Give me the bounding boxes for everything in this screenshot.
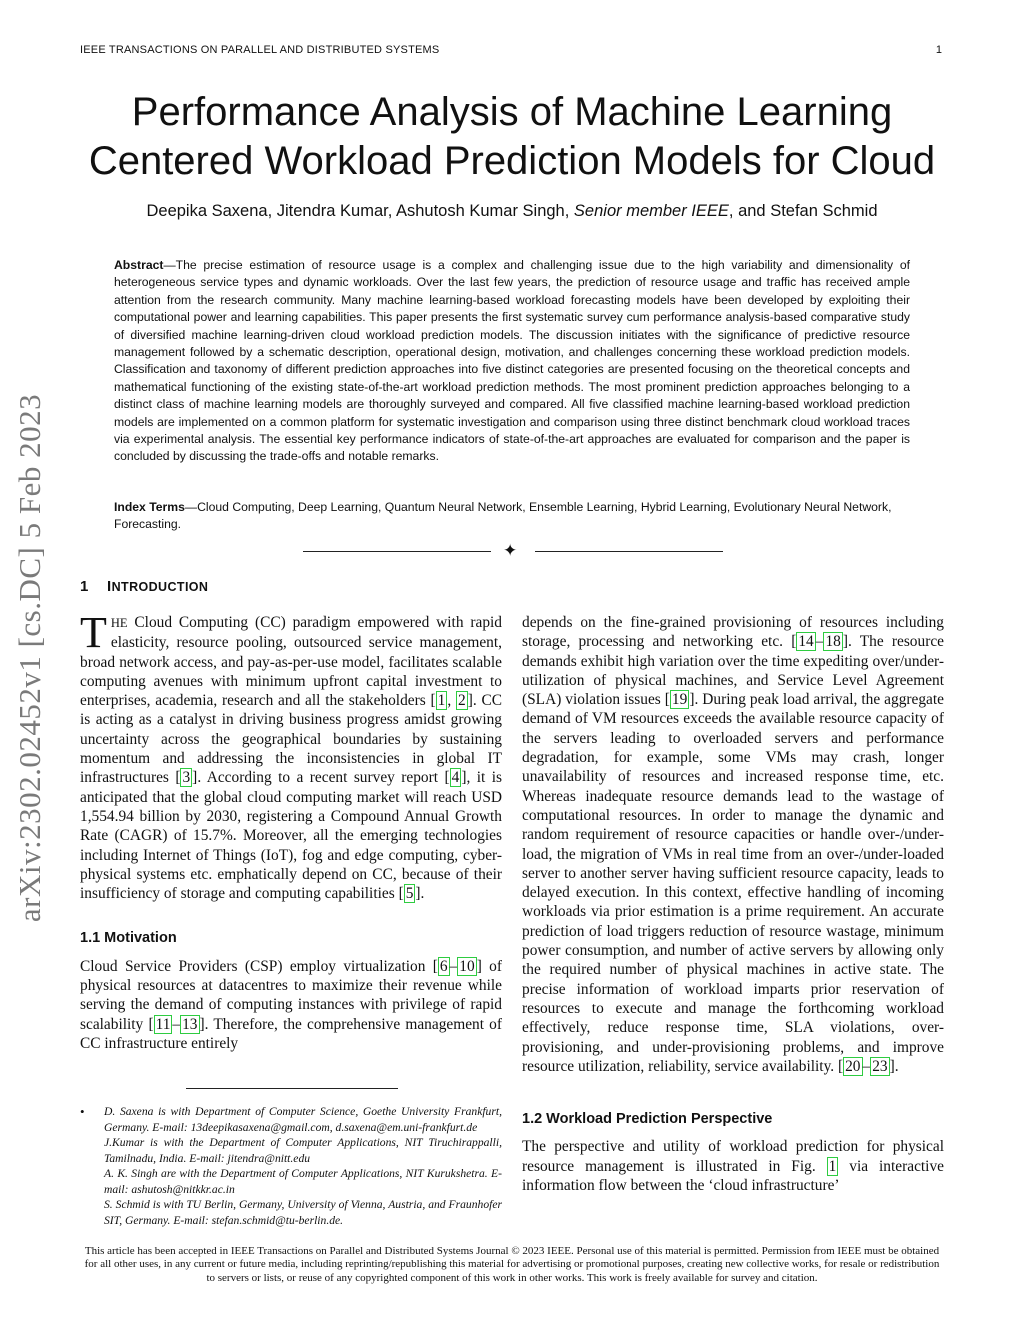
- running-head: IEEE TRANSACTIONS ON PARALLEL AND DISTRIBUTED SYSTEMS: [80, 44, 440, 56]
- divider-line-left: [303, 551, 491, 552]
- footnote-rule: [186, 1088, 398, 1089]
- citation-link[interactable]: 10: [459, 957, 475, 975]
- right-paragraph: depends on the fine-grained provisioning of resources including storage, processing and networking etc. [ 14 – 18 ]. The resource demands exhibit high variation over the time expediting over/under-utilization of physical machines, and Service Level Agreement (SLA) violation issues [ 19 ]. During peak load arrival, the aggregate demand of VM resources exceeds the available resource capacity of the servers leading to overloaded servers and performance degradation, for example, some VMs may crash, longer unavailability of resources and increased response time, etc. Whereas inadequate resource demands lead to the wastage of computational resources. In order to manage the dynamic and random requirement of resource capacities or handle over-/under-load, the migration of VMs in real time from an over-/under-loaded server to another server having sufficient resource capacity, leads to delayed execution. In this context, effective handling of incoming workloads via prior estimation is a prime requirement. An accurate prediction of load triggers reduction of resource wastage, minimum power consumption, and number of active servers by allowing only the required number of physical machines in active state. The precise information of workload imparts prior reservation of resources to execute and manage the forthcoming workload effectively, reduce response time, SLA violations, over-provisioning, and under-provisioning problems, and improve resource utilization, reliability, service availability. [ 20 – 23 ].: [522, 614, 944, 1075]
- right-text-2: . The resource demands exhibit high variation over the time expediting over/under-utilization of physical machines, and Service Level Agreement (SLA) violation issues: [522, 633, 944, 709]
- section-title-rest: NTRODUCTION: [111, 580, 209, 594]
- author-last: , and Stefan Schmid: [728, 202, 878, 220]
- citation-link[interactable]: 1: [437, 692, 446, 710]
- abstract-text: —The precise estimation of resource usage is a complex and challenging issue due to the high variability and dimensionality of heterogeneous service types and dynamic workloads. Over the last few years, the prediction of resource usage and traffic has received ample attention from the research community. Many machine learning-based workload forecasting models have been developed by exploiting their computational power and learning capabilities. This paper presents the first systematic survey cum performance analysis-based comparative study of diversified machine learning-driven cloud workload prediction models. The discussion initiates with the significance of predictive resource management followed by a schematic description, operational design, motivation, and challenges concerning these workload prediction models. Classification and taxonomy of different prediction approaches into five distinct categories are presented focusing on the theoretical concepts and mathematical functioning of the existing state-of-the-art workload prediction methods. The most prominent prediction approaches belonging to a distinct class of machine learning models are thoroughly surveyed and compared. All five classified machine learning-based workload prediction models are implemented on a common platform for systematic investigation and comparison using three distinct benchmark cloud workload traces via experimental analysis. The essential key performance indicators of state-of-the-art approaches are evaluated for comparison and the paper is concluded by discussing the trade-offs and notable remarks.: [114, 258, 910, 464]
- section-title-initial: I: [107, 578, 112, 595]
- divider-line-right: [535, 551, 723, 552]
- section-heading-introduction: [80, 578, 208, 595]
- intro-paragraph: THE Cloud Computing (CC) paradigm empowered with rapid elasticity, resource pooling, outsourced service management, broad network access, and pay-as-per-use model, facilitates scalable computing avenues with minimum upfront capital investment to enterprises, academia, research and all the stakeholders [ 1 , 2 ]. CC is acting as a catalyst in driving business progress amidst growing uncertainty across the geographical boundaries by sustaining momentum and addressing the inconsistencies in global IT infrastructures [ 3 ]. According to a recent survey report [ 4 ], it is anticipated that the global cloud computing market will reach USD 1,554.94 billion by 2030, registering a Compound Annual Growth Rate (CAGR) of 15.7%. Moreover, all the emerging technologies including Internet of Things (IoT), fog and edge computing, cyber-physical systems etc. emphatically depend on CC, because of their insufficiency of storage and computing capabilities [ 5 ].: [80, 608, 503, 903]
- motivation-paragraph: Cloud Service Providers (CSP) employ virtualization [ 6 – 10 ] of physical resources at datacentres to maximize their revenue while serving the demand of computing instances with privilege of rapid scalability [ 11 – 13 ]. Therefore, the comprehensive management of CC infrastructure entirely: [80, 957, 503, 1052]
- citation-link[interactable]: 13: [182, 1015, 198, 1033]
- perspective-text-1: The perspective and utility of workload prediction for physical resource management is illustrated in Fig.: [522, 1138, 944, 1175]
- perspective-text-2: via interactive information flow between the ‘cloud infrastructure’: [522, 1157, 944, 1195]
- index-terms: [114, 499, 910, 534]
- abstract: [114, 257, 910, 466]
- affiliation-schmid: S. Schmid is with TU Berlin, Germany, University of Vienna, Austria, and Fraunhofer SIT, Germany. E-mail: stefan.schmid@tu-berlin.de.: [104, 1198, 502, 1227]
- affiliation-singh: A. K. Singh are with the Department of Computer Applications, NIT Kurukshetra. E-mail: ashutosh@nitkkr.ac.in: [104, 1167, 502, 1196]
- citation-link[interactable]: 19: [671, 691, 688, 709]
- author-list: [60, 202, 964, 221]
- motivation-text-3: . Therefore, the comprehensive management of CC infrastructure entirely: [80, 1015, 502, 1052]
- citation-link[interactable]: 4: [451, 769, 460, 787]
- right-text-4: .: [894, 1057, 899, 1075]
- title-line-2: Centered Workload Prediction Models for Cloud: [88, 139, 936, 183]
- affiliation-saxena: D. Saxena is with Department of Computer Science, Goethe University Frankfurt, Germany. E-mail: 13deepikasaxena@gmail.com, d.saxena@em.uni-frankfurt.de: [104, 1105, 502, 1134]
- index-terms-label: Index Terms: [114, 500, 185, 514]
- author-designation: Senior member IEEE: [573, 202, 729, 220]
- author-affiliations-footnote: [80, 1104, 502, 1228]
- paper-title: [60, 88, 964, 186]
- perspective-paragraph: [522, 1137, 944, 1195]
- motivation-text-1: Cloud Service Providers (CSP) employ virtualization: [80, 957, 433, 975]
- section-number: 1: [80, 578, 89, 595]
- intro-text-4: , it is anticipated that the global cloud computing market will reach USD 1,554.94 billion by 2030, registering a Compound Annual Growth Rate (CAGR) of 15.7%. Moreover, all the emerging technologies including Internet of Things (IoT), fog and edge computing, cyber-physical systems etc. emphatically depend on CC, because of their insufficiency of storage and computing capabilities: [80, 769, 502, 903]
- arxiv-stamp-text: arXiv:2302.02452v1 [cs.DC] 5 Feb 2023: [12, 393, 47, 923]
- intro-text-2: . CC is acting as a catalyst in driving business progress amidst growing uncertainty across the geographical boundaries by sustaining momentum and addressing the inconsistencies in global IT infrastructures: [80, 692, 503, 787]
- subsection-heading-perspective: 1.2 Workload Prediction Perspective: [522, 1111, 773, 1128]
- citation-link[interactable]: 5: [405, 885, 414, 903]
- citation-link[interactable]: 3: [182, 769, 191, 787]
- right-column: [522, 613, 944, 1195]
- abstract-label: Abstract: [114, 258, 164, 272]
- citation-link[interactable]: 14: [798, 633, 814, 651]
- author-names: Deepika Saxena, Jitendra Kumar, Ashutosh Kumar Singh,: [146, 202, 570, 220]
- citation-link[interactable]: 18: [825, 633, 841, 651]
- citation-link[interactable]: 23: [872, 1057, 888, 1075]
- right-text-3: . During peak load arrival, the aggregate demand of VM resources exceeds the available resource capacity of the servers leading to overloaded servers and performance degradation, for example, some VMs may crash, longer unavailability of resources and increased response time, etc. Whereas inadequate resource demands lead to the wastage of computational resources. In order to manage the dynamic and random requirement of resource capacities or handle over-/under-load, the migration of VMs in real time from an over-/under-loaded server to another server having sufficient resource capacity, leads to delayed execution. In this context, effective handling of incoming workloads via prior estimation is a prime requirement. An accurate prediction of load triggers reduction of resource wastage, minimum power consumption, and number of active servers by allowing only the required number of physical machines in active state. The precise information of workload imparts prior reservation of resources to execute and manage the forthcoming workload effectively, reduce response time, SLA violations, over-provisioning, and under-provisioning problems, and improve resource utilization, reliability, service availability.: [522, 691, 944, 1075]
- section-divider: [303, 541, 723, 561]
- intro-smallcaps: HE: [110, 616, 128, 630]
- citation-link[interactable]: 11: [155, 1015, 171, 1033]
- title-line-1: Performance Analysis of Machine Learning: [131, 90, 893, 134]
- footnote-bullet: •: [80, 1104, 85, 1119]
- motivation-text-2: of physical resources at datacentres to maximize their revenue while serving the demand of computing instances with privilege of rapid scalability: [80, 957, 503, 1033]
- citation-link[interactable]: 6: [439, 957, 448, 975]
- figure-link[interactable]: 1: [828, 1157, 837, 1175]
- affiliation-kumar: J.Kumar is with the Department of Computer Applications, NIT Tiruchirappalli, Tamilnadu, India. E-mail: jitendra@nitt.edu: [104, 1136, 502, 1165]
- intro-text-3: . According to a recent survey report: [197, 769, 445, 787]
- intro-text-1: Cloud Computing (CC) paradigm empowered with rapid elasticity, resource pooling, outsourced service management, broad network access, and pay-as-per-use model, facilitates scalable computing avenues with minimum upfront capital investment to enterprises, academia, research and all the stakeholders: [80, 614, 502, 710]
- left-column: [80, 608, 503, 1053]
- copyright-notice: This article has been accepted in IEEE Transactions on Parallel and Distributed Systems Journal © 2023 IEEE. Personal use of this material is permitted. Permission from IEEE must be obtained for all other uses, in any current or future media, including reprinting/republishing this material for advertising or promotional purposes, creating new collective works, for resale or redistribution to servers or lists, or reuse of any copyrighted component of this work in other works. This work is freely available for survey and citation.: [84, 1245, 940, 1284]
- divider-diamond-icon: ✦: [503, 541, 518, 561]
- subsection-heading-motivation: 1.1 Motivation: [80, 930, 177, 947]
- right-text-1: depends on the fine-grained provisioning of resources including storage, processing and networking etc.: [522, 614, 944, 651]
- intro-text-5: .: [420, 885, 425, 903]
- index-terms-text: —Cloud Computing, Deep Learning, Quantum Neural Network, Ensemble Learning, Hybrid Learning, Evolutionary Neural Network, Forecasting.: [114, 500, 892, 532]
- citation-link[interactable]: 2: [458, 692, 466, 710]
- dropcap: T: [80, 608, 107, 657]
- citation-link[interactable]: 20: [845, 1057, 861, 1075]
- page-number: 1: [935, 44, 942, 56]
